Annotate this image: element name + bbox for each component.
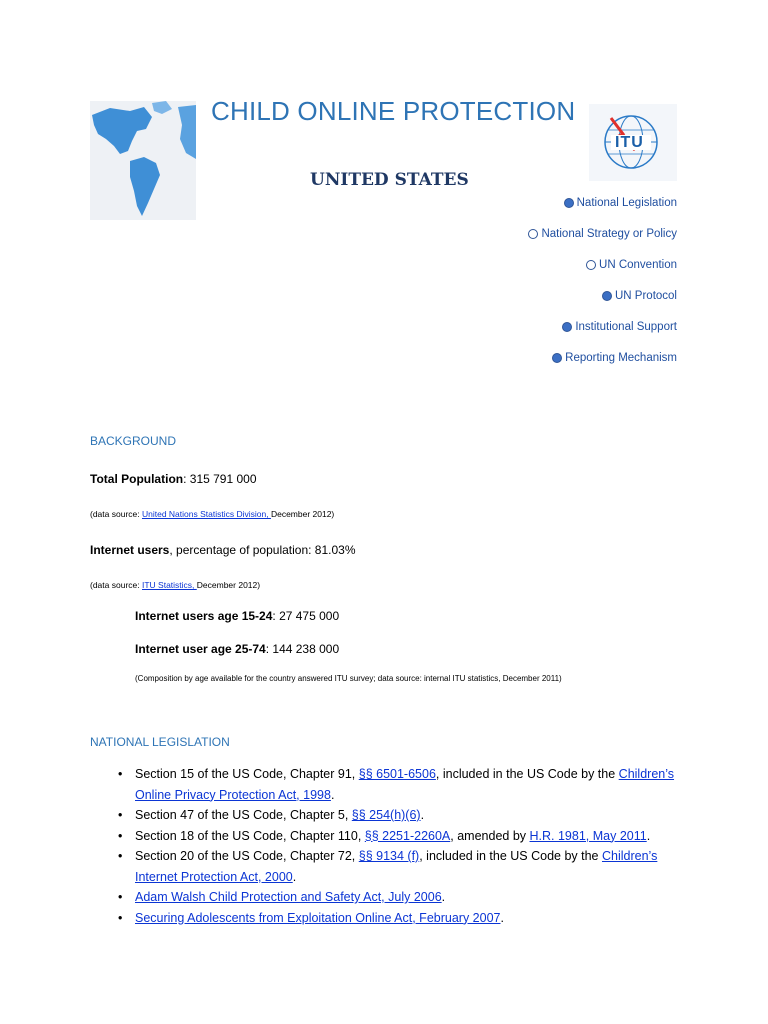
itu-statistics-link[interactable]: ITU Statistics, (141, 580, 197, 590)
status-empty-icon (528, 229, 538, 239)
indicator-reporting-mechanism: Reporting Mechanism (552, 352, 677, 364)
status-filled-icon (602, 291, 612, 301)
list-item: • Securing Adolescents from Exploitation Online Act, February 2007. (118, 908, 678, 929)
list-item: • Section 18 of the US Code, Chapter 110, §§ 2251-2260A, amended by H.R. 1981, May 2011. (118, 826, 678, 847)
coppa-link[interactable]: Children’s Online Privacy Protection Act, 1998 (135, 767, 675, 802)
status-filled-icon (564, 198, 574, 208)
list-item: • Section 47 of the US Code, Chapter 5, §§ 254(h)(6). (118, 805, 678, 826)
country-name: UNITED STATES (310, 170, 469, 190)
indicator-un-protocol: UN Protocol (602, 290, 677, 302)
un-statistics-link[interactable]: United Nations Statistics Division, (141, 509, 271, 519)
status-filled-icon (552, 353, 562, 363)
status-empty-icon (586, 260, 596, 270)
indicator-institutional-support: Institutional Support (562, 321, 677, 333)
usc-15-6501-link[interactable]: §§ 6501-6506 (358, 767, 436, 781)
list-item: • Section 15 of the US Code, Chapter 91, §§ 6501-6506, included in the US Code by the Children’s Online Privacy Protection Act, 1998. (118, 764, 678, 805)
internet-users-15-24: Internet users age 15-24: 27 475 000 (135, 609, 340, 623)
legislation-list (118, 764, 678, 928)
page-title: CHILD ONLINE PROTECTION (211, 96, 576, 126)
adam-walsh-act-link[interactable]: Adam Walsh Child Protection and Safety Act, July 2006 (135, 890, 442, 904)
hr-1981-link[interactable]: H.R. 1981, May 2011 (529, 828, 647, 843)
itu-logo (589, 104, 677, 181)
total-population: Total Population: 315 791 000 (90, 472, 257, 486)
status-filled-icon (562, 322, 572, 332)
list-item: • Section 20 of the US Code, Chapter 72, §§ 9134 (f), included in the US Code by the Children’s Internet Protection Act, 2000. (118, 846, 678, 887)
safe-act-link[interactable]: Securing Adolescents from Exploitation Online Act, February 2007 (135, 910, 501, 925)
world-map-image (90, 101, 196, 220)
population-source: (data source: United Nations Statistics Division, December 2012) (90, 509, 335, 519)
background-heading: BACKGROUND (90, 434, 177, 448)
cipa-link[interactable]: Children’s Internet Protection Act, 2000 (135, 849, 658, 884)
usc-47-254-link[interactable]: §§ 254(h)(6) (351, 808, 421, 822)
usc-18-2251-link[interactable]: §§ 2251-2260A (364, 828, 451, 843)
national-legislation-heading: NATIONAL LEGISLATION (90, 735, 230, 749)
usc-20-9134-link[interactable]: §§ 9134 (f) (358, 849, 420, 863)
indicator-national-strategy: National Strategy or Policy (528, 228, 677, 240)
indicator-national-legislation: National Legislation (564, 197, 677, 209)
internet-users: Internet users, percentage of population: 81.03% (90, 543, 356, 557)
internet-users-25-74: Internet user age 25-74: 144 238 000 (135, 642, 340, 656)
indicator-un-convention: UN Convention (586, 259, 677, 271)
list-item: • Adam Walsh Child Protection and Safety Act, July 2006. (118, 887, 678, 908)
internet-source: (data source: ITU Statistics, December 2012) (90, 580, 261, 590)
composition-note: (Composition by age available for the country answered ITU survey; data source: internal ITU statistics, December 2011) (135, 674, 562, 683)
itu-logo-text: ITU (615, 134, 644, 151)
